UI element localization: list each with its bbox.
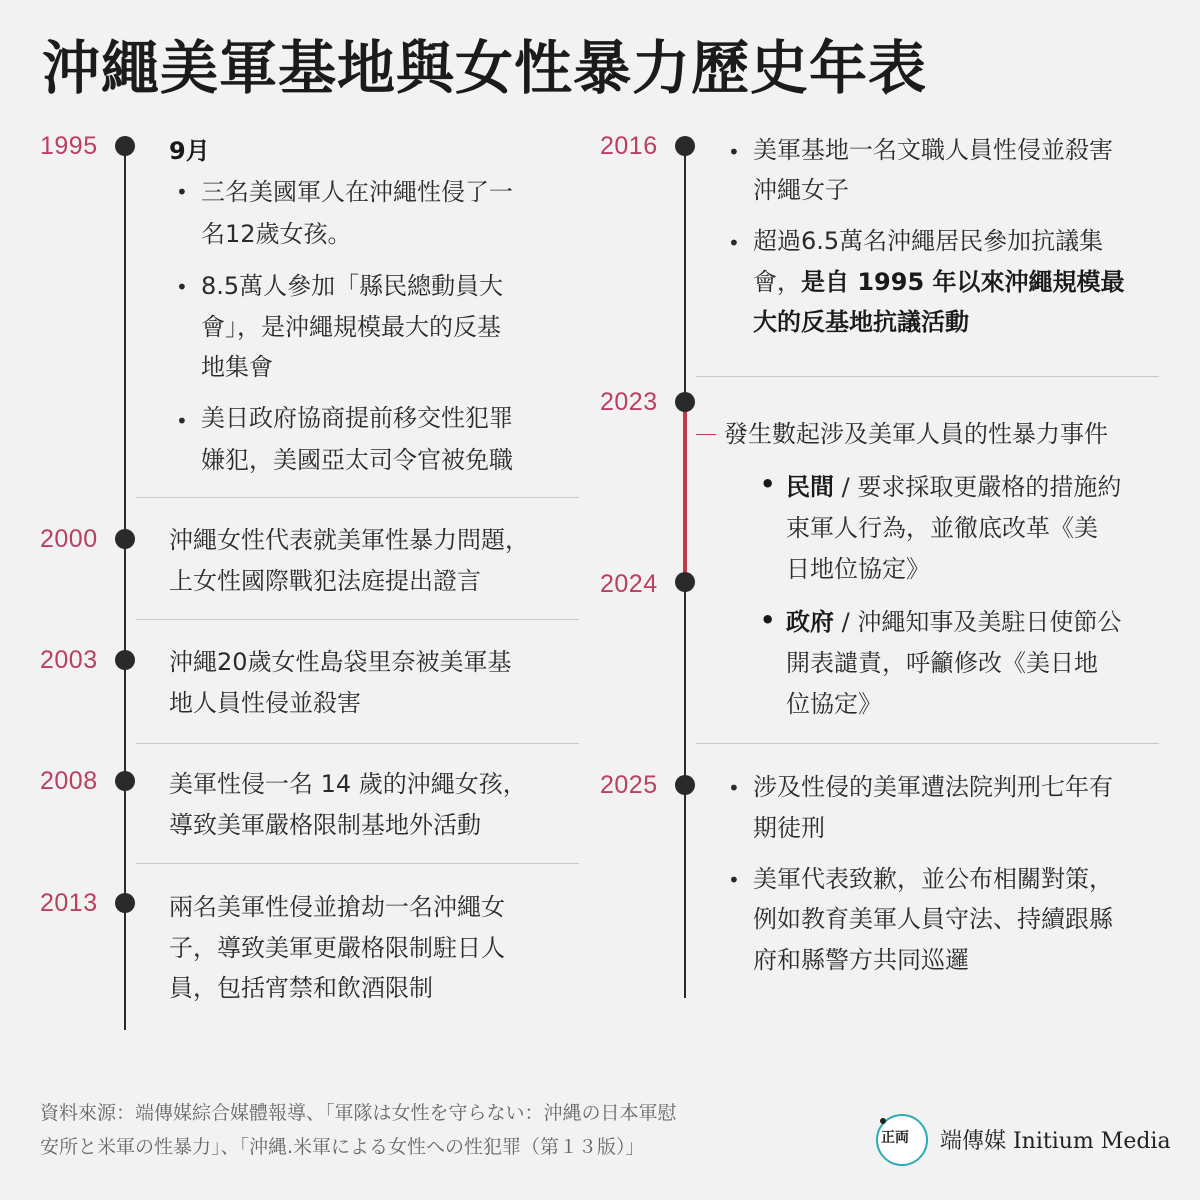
bullet-icon: • <box>728 231 740 255</box>
event-line: 發生數起涉及美軍人員的性暴力事件 <box>724 420 1108 448</box>
bullet-icon: • <box>728 868 740 892</box>
event-line: 美軍基地一名文職人員性侵並殺害 <box>753 136 1113 164</box>
source-line: 資料來源：端傳媒綜合媒體報導、「軍隊は女性を守らない：沖縄の日本軍慰 <box>40 1102 677 1124</box>
event-line: 例如教育美軍人員守法、持續跟縣 <box>753 905 1113 933</box>
timeline-dot-2008 <box>115 771 135 791</box>
year-label-2024: 2024 <box>600 570 658 598</box>
year-label-1995: 1995 <box>40 132 98 160</box>
event-line: 導致美軍嚴格限制基地外活動 <box>169 811 481 839</box>
year-label-2025: 2025 <box>600 771 658 799</box>
section-divider <box>136 619 579 620</box>
section-divider <box>136 743 579 744</box>
timeline-dot-2003 <box>115 650 135 670</box>
year-label-2023: 2023 <box>600 388 658 416</box>
bullet-icon: • <box>176 180 188 204</box>
event-text: 會， <box>753 268 801 296</box>
page-title: 沖繩美軍基地與女性暴力歷史年表 <box>42 34 928 102</box>
event-text-bold: 大的反基地抗議活動 <box>753 308 969 336</box>
event-line: 沖繩女子 <box>753 176 849 204</box>
timeline-dot-2000 <box>115 529 135 549</box>
event-line: 地集會 <box>201 353 273 381</box>
year-label-2008: 2008 <box>40 767 98 795</box>
section-divider <box>696 376 1159 377</box>
bullet-icon: • <box>760 606 776 634</box>
event-line: 超過6.5萬名沖繩居民參加抗議集 <box>753 227 1104 255</box>
event-line <box>786 467 1121 507</box>
timeline-dot-1995 <box>115 136 135 156</box>
section-divider <box>696 743 1159 744</box>
event-line: 沖繩20歲女性島袋里奈被美軍基 <box>169 648 512 676</box>
event-line <box>753 302 969 342</box>
section-divider <box>136 497 579 498</box>
event-line <box>786 602 1121 642</box>
year-label-2013: 2013 <box>40 889 98 917</box>
year-label-2000: 2000 <box>40 525 98 553</box>
bullet-icon: • <box>176 409 188 433</box>
month-label: 9月 <box>169 137 210 165</box>
event-line: 束軍人行為，並徹底改革《美 <box>786 514 1098 542</box>
event-line <box>753 262 1125 302</box>
bullet-icon: • <box>728 140 740 164</box>
event-line: 子，導致美軍更嚴格限制駐日人 <box>169 934 505 962</box>
event-line: 位協定》 <box>786 690 882 718</box>
timeline-dot-2025 <box>675 775 695 795</box>
logo-text: 端傳媒 Initium Media <box>940 1129 1171 1154</box>
event-line: 日地位協定》 <box>786 555 930 583</box>
event-text: / 要求採取更嚴格的措施約 <box>834 473 1122 501</box>
timeline-range-highlight <box>683 402 687 582</box>
event-line: 員，包括宵禁和飲酒限制 <box>169 974 433 1002</box>
source-line: 安所と米軍の性暴力」、「沖縄.米軍による女性への性犯罪（第１３版）」 <box>40 1136 645 1158</box>
event-line: 沖繩女性代表就美軍性暴力問題， <box>169 526 529 554</box>
event-text-bold: 是自 1995 年以來沖繩規模最 <box>801 268 1125 296</box>
event-line: 上女性國際戰犯法庭提出證言 <box>169 567 481 595</box>
event-text: / 沖繩知事及美駐日使節公 <box>834 608 1122 636</box>
event-line: 期徒刑 <box>753 814 825 842</box>
event-line: 府和縣警方共同巡邏 <box>753 946 969 974</box>
timeline-dot-2016 <box>675 136 695 156</box>
event-line: 三名美國軍人在沖繩性侵了一 <box>201 178 513 206</box>
event-line: 美軍性侵一名 14 歲的沖繩女孩， <box>169 770 527 798</box>
event-line: 名12歲女孩。 <box>201 220 352 248</box>
event-line: 會」，是沖繩規模最大的反基 <box>201 313 501 341</box>
logo-glyph: 正両 <box>881 1130 909 1146</box>
group-label-government: 政府 <box>786 608 834 636</box>
year-label-2016: 2016 <box>600 132 658 160</box>
event-line: 嫌犯，美國亞太司令官被免職 <box>201 446 513 474</box>
year-label-2003: 2003 <box>40 646 98 674</box>
range-connector <box>696 434 716 435</box>
event-line: 8.5萬人參加「縣民總動員大 <box>201 272 504 300</box>
timeline-dot-2024 <box>675 572 695 592</box>
group-label-civil: 民間 <box>786 473 834 501</box>
source-note <box>40 1096 677 1164</box>
event-line: 美軍代表致歉，並公布相關對策， <box>753 865 1113 893</box>
event-line: 開表譴責，呼籲修改《美日地 <box>786 649 1098 677</box>
section-divider <box>136 863 579 864</box>
event-line: 美日政府協商提前移交性犯罪 <box>201 404 513 432</box>
timeline-dot-2013 <box>115 893 135 913</box>
bullet-icon: • <box>728 776 740 800</box>
bullet-icon: • <box>176 275 188 299</box>
event-line: 兩名美軍性侵並搶劫一名沖繩女 <box>169 893 505 921</box>
event-line: 涉及性侵的美軍遭法院判刑七年有 <box>753 773 1113 801</box>
timeline-dot-2023 <box>675 392 695 412</box>
bullet-icon: • <box>760 470 776 498</box>
logo-dot <box>880 1118 886 1124</box>
event-line: 地人員性侵並殺害 <box>169 689 361 717</box>
